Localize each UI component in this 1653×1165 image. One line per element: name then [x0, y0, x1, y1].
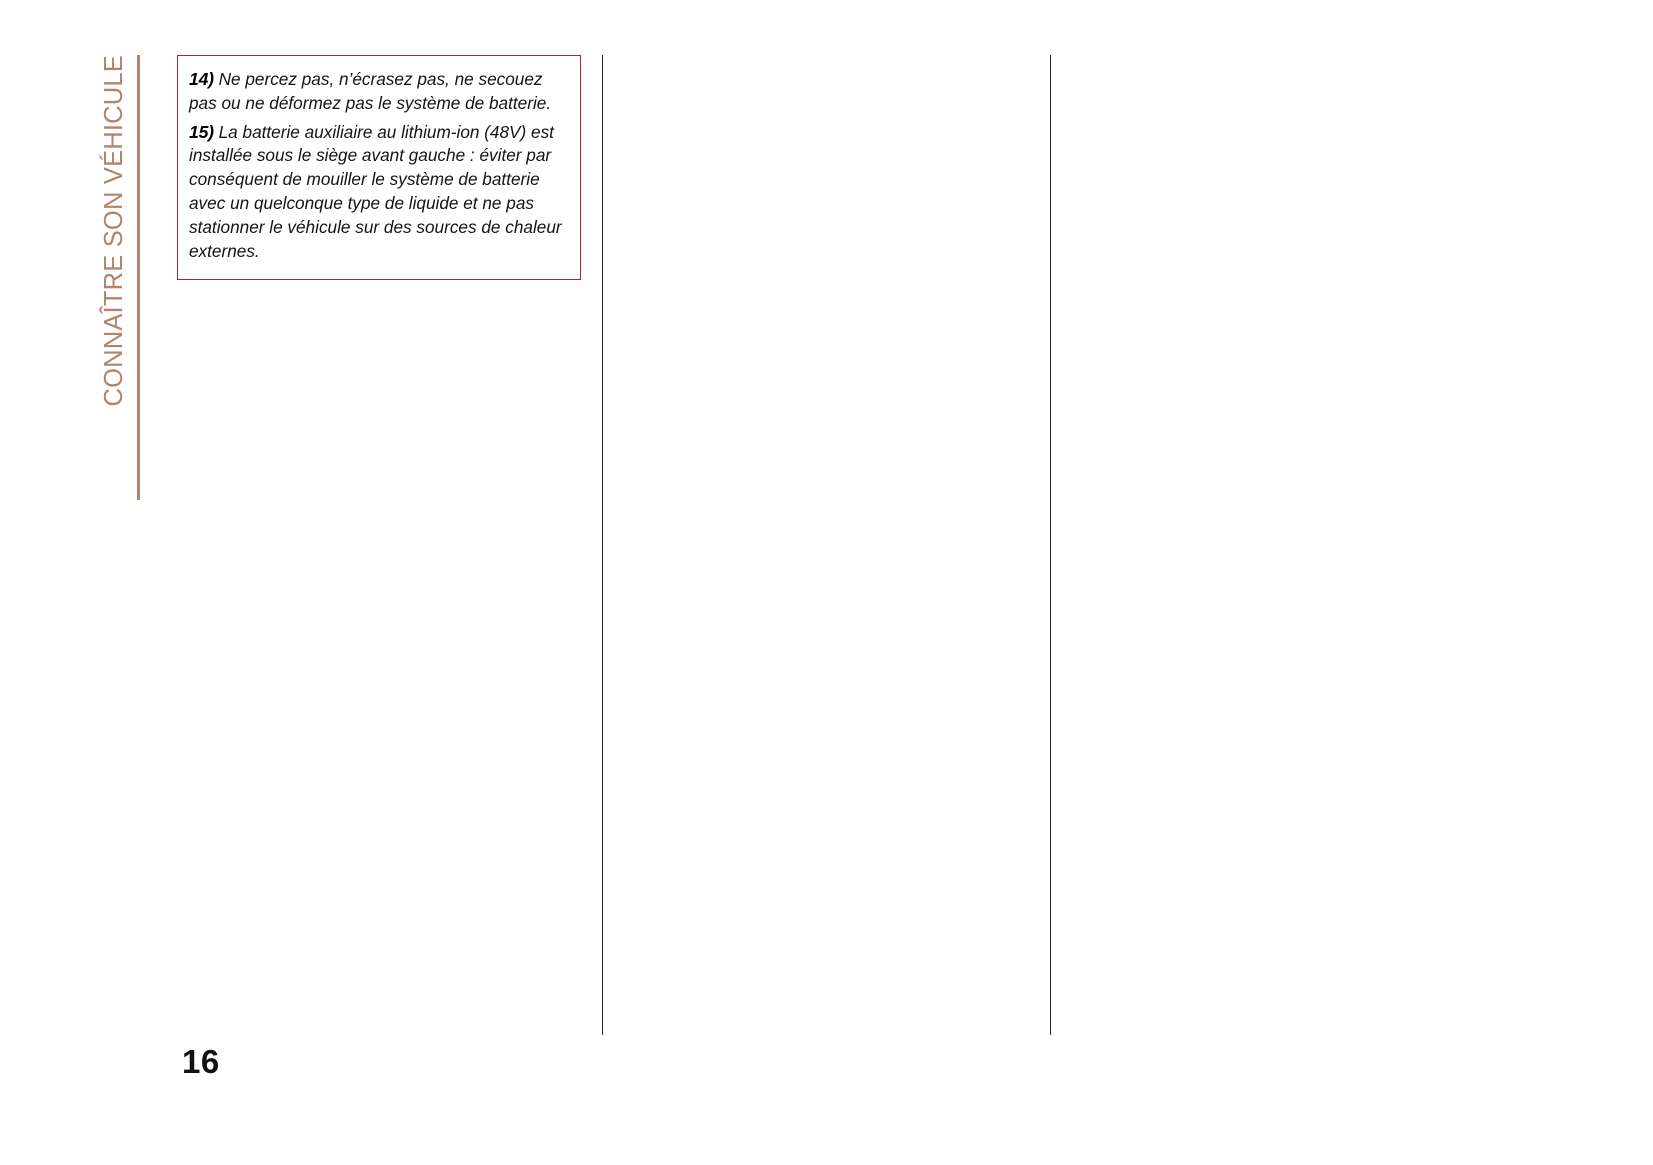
section-tab-label: CONNAÎTRE SON VÉHICULE: [100, 55, 128, 407]
section-tab: [92, 55, 140, 500]
note-item: [189, 68, 566, 116]
column-divider-1: [602, 55, 603, 1035]
note-item-number: 14): [189, 69, 214, 89]
section-tab-rule: [137, 55, 140, 500]
note-item: [189, 121, 566, 264]
warning-note-box: [177, 55, 581, 280]
column-divider-2: [1050, 55, 1051, 1035]
note-item-text: Ne percez pas, n’écrasez pas, ne secouez pas ou ne déformez pas le système de batterie.: [189, 69, 552, 113]
note-item-number: 15): [189, 121, 214, 142]
page-number: 16: [182, 1043, 220, 1080]
note-item-text: La batterie auxiliaire au lithium-ion (48V) est installée sous le siège avant gauche : éviter par conséquent de mouiller le système de batterie avec un quelconque type de liquide et ne pas stationner le véhicule sur des sources de chaleur externes.: [189, 121, 562, 261]
